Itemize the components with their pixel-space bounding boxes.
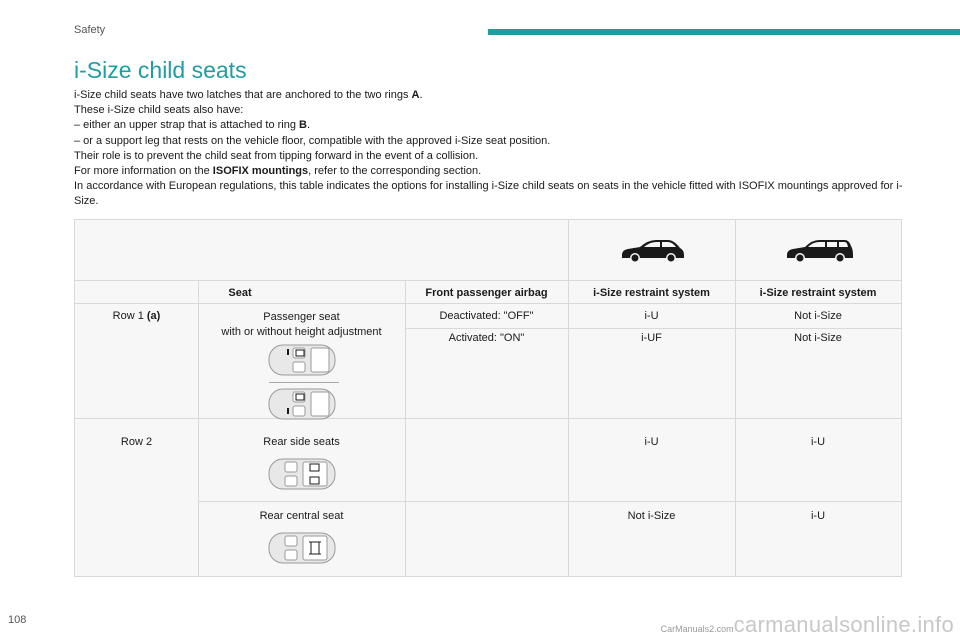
section-label: Safety <box>74 24 106 36</box>
isize-table <box>74 219 902 577</box>
row1-off-hatchback: i-U <box>644 310 659 322</box>
table-divider <box>568 280 569 576</box>
table-divider <box>405 280 406 576</box>
list-item: – either an upper strap that is attached to ring B. <box>74 119 311 132</box>
isofix-link-text: ISOFIX mountings <box>212 165 309 178</box>
list-item: – or a support leg that rests on the vehicle floor, compatible with the approved i-Size seat position. <box>74 134 551 147</box>
paragraph: For more information on the ISOFIX mountings, refer to the corresponding section. <box>74 165 482 178</box>
estate-car-icon <box>785 236 855 264</box>
seat-map-rear-central-icon <box>263 530 343 566</box>
row1-on-hatchback: i-UF <box>641 332 662 344</box>
paragraph: These i-Size child seats also have: <box>74 104 244 117</box>
table-divider <box>406 328 901 329</box>
hatchback-car-icon <box>620 236 686 264</box>
row2-central-hatchback: Not i-Size <box>627 510 676 522</box>
table-divider <box>568 220 569 280</box>
header-seat: Seat <box>228 287 252 299</box>
row2-side-estate: i-U <box>810 436 826 448</box>
row1-note: (a) <box>146 310 161 322</box>
header-accent-bar <box>488 29 960 35</box>
paragraph: i-Size child seats have two latches that are anchored to the two rings A. <box>74 89 423 101</box>
row2-side-hatchback: i-U <box>644 436 659 448</box>
seat-map-front-passenger-icon <box>263 342 343 378</box>
paragraph: Their role is to prevent the child seat from tipping forward in the event of a collision. <box>74 149 479 162</box>
row2-side-seat: Rear side seats <box>263 436 340 448</box>
header-isize-hatchback: i-Size restraint system <box>593 287 710 299</box>
row1-off-estate: Not i-Size <box>794 310 842 322</box>
row1-on-estate: Not i-Size <box>794 332 842 344</box>
seat-map-divider <box>269 382 339 383</box>
paragraph: In accordance with European regulations, this table indicates the options for installing i-Size child seats on seats in the vehicle fitted with ISOFIX mountings approved for i-Size. <box>74 180 903 208</box>
seat-map-rear-side-icon <box>263 456 343 492</box>
page-number: 108 <box>8 614 27 626</box>
table-divider <box>198 501 901 502</box>
row2-label: Row 2 <box>120 436 153 448</box>
seat-map-front-passenger-icon <box>263 386 343 422</box>
header-isize-estate: i-Size restraint system <box>759 287 877 299</box>
row1-label: Row 1 (a) <box>112 310 161 322</box>
page-title: i-Size child seats <box>74 57 247 83</box>
header-airbag: Front passenger airbag <box>425 287 548 299</box>
row1-airbag-on: Activated: "ON" <box>448 332 525 344</box>
row1-seat: Passenger seat with or without height adjustment <box>221 311 382 338</box>
row2-central-estate: i-U <box>810 510 826 522</box>
row2-central-seat: Rear central seat <box>259 510 344 522</box>
table-divider <box>735 280 736 576</box>
table-divider <box>735 220 736 280</box>
body-text <box>74 88 904 210</box>
watermark: CarManuals2.comcarmanualsonline.info <box>660 612 954 637</box>
row1-airbag-off: Deactivated: "OFF" <box>439 310 534 322</box>
